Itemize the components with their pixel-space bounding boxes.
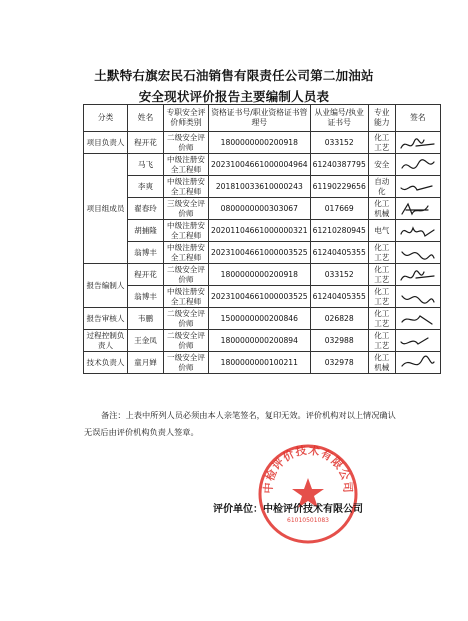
table-row (84, 132, 441, 154)
name-cell: 王金凤 (128, 330, 164, 352)
signature-cell (395, 176, 440, 198)
signature-cell (395, 154, 440, 176)
category-cell: 项目负责人 (84, 132, 128, 154)
cert-cell: 1800000000100211 (209, 352, 311, 374)
company-title: 土默特右旗宏民石油销售有限责任公司第二加油站 (94, 68, 374, 83)
category-cell: 报告编制人 (84, 264, 128, 308)
practice-cell: 033152 (310, 132, 368, 154)
practice-cell: 032978 (310, 352, 368, 374)
spec-cell: 化工工艺 (368, 132, 395, 154)
table-row (84, 330, 441, 352)
name-cell: 马飞 (128, 154, 164, 176)
practice-cell: 61240405355 (310, 286, 368, 308)
handwritten-signature (398, 266, 438, 284)
company-seal (256, 442, 360, 550)
practice-cell: 61240387795 (310, 154, 368, 176)
name-cell: 翟春玲 (128, 198, 164, 220)
header-signature: 签名 (395, 105, 440, 132)
spec-cell: 安全 (368, 154, 395, 176)
handwritten-signature (398, 200, 438, 218)
name-cell: 程开花 (128, 132, 164, 154)
signature-cell (395, 198, 440, 220)
spec-cell: 化工工艺 (368, 308, 395, 330)
category-cell: 过程控制负责人 (84, 330, 128, 352)
seal-ring-text: 中检评价技术有限公司 (261, 443, 355, 494)
signature-cell (395, 264, 440, 286)
header-cert: 资格证书号/职业资格证书管理号 (209, 105, 311, 132)
spec-cell: 化工工艺 (368, 286, 395, 308)
seal-number: 61010501083 (287, 517, 329, 524)
cert-cell: 201810033610000243 (209, 176, 311, 198)
cert-cell: 1800000000200918 (209, 132, 311, 154)
spec-cell: 化工工艺 (368, 242, 395, 264)
cert-cell: 1800000000200918 (209, 264, 311, 286)
signature-cell (395, 220, 440, 242)
grade-cell: 二级安全评价师 (164, 132, 209, 154)
table-row (84, 176, 441, 198)
practice-cell: 026828 (310, 308, 368, 330)
name-cell: 韦鹏 (128, 308, 164, 330)
report-title: 安全现状评价报告主要编制人员表 (138, 89, 330, 104)
practice-cell: 61210280945 (310, 220, 368, 242)
header-practice: 从业编号/执业证书号 (310, 105, 368, 132)
grade-cell: 二级安全评价师 (164, 308, 209, 330)
spec-cell: 化工工艺 (368, 264, 395, 286)
handwritten-signature (398, 332, 438, 350)
signature-cell (395, 286, 440, 308)
grade-cell: 二级安全评价师 (164, 264, 209, 286)
remark-note (86, 407, 426, 441)
practice-cell: 032988 (310, 330, 368, 352)
cert-cell: 1500000000200846 (209, 308, 311, 330)
grade-cell: 中级注册安全工程师 (164, 286, 209, 308)
cert-cell: 20231004661000004964 (209, 154, 311, 176)
name-cell: 翁博丰 (128, 242, 164, 264)
category-cell: 报告审核人 (84, 308, 128, 330)
cert-cell: 1800000000200894 (209, 330, 311, 352)
spec-cell: 化工工艺 (368, 330, 395, 352)
table-header-row (84, 105, 441, 132)
category-cell: 技术负责人 (84, 352, 128, 374)
staff-table-body (84, 132, 441, 374)
table-row (84, 352, 441, 374)
signature-cell (395, 330, 440, 352)
practice-cell: 017669 (310, 198, 368, 220)
practice-cell: 61240405355 (310, 242, 368, 264)
name-cell: 翁博丰 (128, 286, 164, 308)
name-cell: 胡捕隆 (128, 220, 164, 242)
handwritten-signature (398, 156, 438, 174)
handwritten-signature (398, 222, 438, 240)
handwritten-signature (398, 310, 438, 328)
grade-cell: 中级注册安全工程师 (164, 242, 209, 264)
header-category: 分类 (84, 105, 128, 132)
table-row (84, 154, 441, 176)
table-row (84, 286, 441, 308)
handwritten-signature (398, 288, 438, 306)
signature-cell (395, 308, 440, 330)
grade-cell: 三级安全评价师 (164, 198, 209, 220)
handwritten-signature (398, 354, 438, 372)
table-row (84, 198, 441, 220)
practice-cell: 033152 (310, 264, 368, 286)
spec-cell: 电气 (368, 220, 395, 242)
signature-cell (395, 352, 440, 374)
grade-cell: 一级安全评价师 (164, 352, 209, 374)
grade-cell: 二级安全评价师 (164, 330, 209, 352)
practice-cell: 61190229656 (310, 176, 368, 198)
header-name: 姓名 (128, 105, 164, 132)
name-cell: 童月婵 (128, 352, 164, 374)
remark-line-1: 备注：上表中所列人员必须由本人亲笔签名，复印无效。评价机构对以上情况确认 (101, 410, 396, 420)
cert-cell: 0800000000303067 (209, 198, 311, 220)
spec-cell: 化工机械 (368, 352, 395, 374)
spec-cell: 化工机械 (368, 198, 395, 220)
category-cell: 项目组成员 (84, 154, 128, 264)
name-cell: 程开花 (128, 264, 164, 286)
header-spec: 专业能力 (368, 105, 395, 132)
evaluation-unit: 评价单位：中检评价技术有限公司 (213, 504, 363, 515)
staff-table (83, 104, 441, 374)
handwritten-signature (398, 134, 438, 152)
name-cell: 李爽 (128, 176, 164, 198)
cert-cell: 20201104661000000321 (209, 220, 311, 242)
grade-cell: 中级注册安全工程师 (164, 176, 209, 198)
spec-cell: 自动化 (368, 176, 395, 198)
signature-cell (395, 132, 440, 154)
remark-line-2: 无误后由评价机构负责人签章。 (84, 427, 199, 437)
signature-cell (395, 242, 440, 264)
cert-cell: 20231004661000003525 (209, 286, 311, 308)
header-grade: 专职安全评价师类别 (164, 105, 209, 132)
table-row (84, 242, 441, 264)
grade-cell: 中级注册安全工程师 (164, 220, 209, 242)
cert-cell: 20231004661000003525 (209, 242, 311, 264)
grade-cell: 中级注册安全工程师 (164, 154, 209, 176)
table-row (84, 220, 441, 242)
table-row (84, 264, 441, 286)
handwritten-signature (398, 178, 438, 196)
table-row (84, 308, 441, 330)
handwritten-signature (398, 244, 438, 262)
